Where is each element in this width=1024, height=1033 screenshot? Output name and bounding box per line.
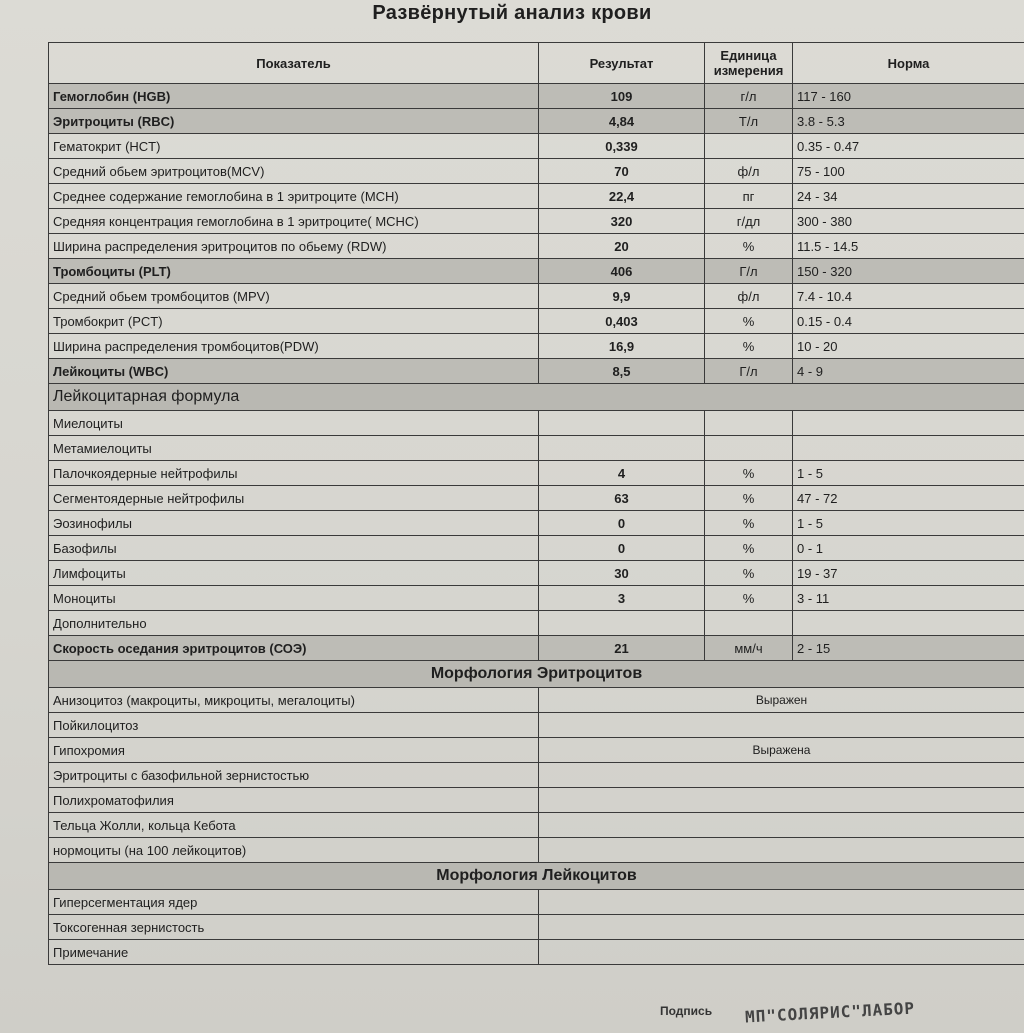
table-header-row: [49, 43, 1024, 84]
result-value: 0: [539, 536, 705, 561]
table-row: [49, 890, 1024, 915]
result-value: 20: [539, 234, 705, 259]
unit-value: [705, 436, 793, 461]
indicator-name: Миелоциты: [49, 411, 539, 436]
rbc-morph-body: [49, 688, 1024, 863]
indicator-name: Метамиелоциты: [49, 436, 539, 461]
result-value: 4: [539, 461, 705, 486]
norm-value: 300 - 380: [793, 209, 1024, 234]
table-row: [49, 536, 1024, 561]
table-row: [49, 713, 1024, 738]
table-row: [49, 461, 1024, 486]
unit-value: [705, 134, 793, 159]
morphology-value: Выражен: [539, 688, 1024, 713]
indicator-name: Лейкоциты (WBC): [49, 359, 539, 384]
wbc-morph-body: [49, 890, 1024, 965]
norm-value: 0.15 - 0.4: [793, 309, 1024, 334]
wbc-morph-title: Морфология Лейкоцитов: [49, 863, 1024, 890]
norm-value: 2 - 15: [793, 636, 1024, 661]
leuko-formula-section: [49, 384, 1024, 411]
main-results-body: [49, 84, 1024, 384]
table-row: [49, 486, 1024, 511]
result-value: 21: [539, 636, 705, 661]
result-value: 0: [539, 511, 705, 536]
indicator-name: Среднее содержание гемоглобина в 1 эритроците (MCH): [49, 184, 539, 209]
morphology-name: нормоциты (на 100 лейкоцитов): [49, 838, 539, 863]
table-row: [49, 915, 1024, 940]
table-row: [49, 159, 1024, 184]
norm-value: 4 - 9: [793, 359, 1024, 384]
norm-value: 1 - 5: [793, 461, 1024, 486]
norm-value: [793, 411, 1024, 436]
morphology-value: [539, 915, 1024, 940]
table-row: [49, 586, 1024, 611]
norm-value: 7.4 - 10.4: [793, 284, 1024, 309]
indicator-name: Тромбоциты (PLT): [49, 259, 539, 284]
morphology-name: Примечание: [49, 940, 539, 965]
table-row: [49, 436, 1024, 461]
morphology-name: Эритроциты с базофильной зернистостью: [49, 763, 539, 788]
unit-value: %: [705, 234, 793, 259]
table-row: [49, 688, 1024, 713]
result-value: 109: [539, 84, 705, 109]
unit-value: %: [705, 461, 793, 486]
indicator-name: Лимфоциты: [49, 561, 539, 586]
unit-value: пг: [705, 184, 793, 209]
table-row: [49, 309, 1024, 334]
unit-value: мм/ч: [705, 636, 793, 661]
result-value: 63: [539, 486, 705, 511]
morphology-value: [539, 813, 1024, 838]
morphology-name: Гиперсегментация ядер: [49, 890, 539, 915]
unit-value: [705, 411, 793, 436]
indicator-name: Ширина распределения эритроцитов по обьему (RDW): [49, 234, 539, 259]
table-row: [49, 940, 1024, 965]
norm-value: 117 - 160: [793, 84, 1024, 109]
morphology-value: [539, 940, 1024, 965]
section-header-row: [49, 384, 1024, 411]
unit-value: %: [705, 486, 793, 511]
table-row: [49, 184, 1024, 209]
indicator-name: Ширина распределения тромбоцитов(PDW): [49, 334, 539, 359]
table-row: [49, 334, 1024, 359]
table-row: [49, 109, 1024, 134]
unit-value: %: [705, 309, 793, 334]
morphology-value: [539, 713, 1024, 738]
indicator-name: Тромбокрит (PCT): [49, 309, 539, 334]
table-row: [49, 359, 1024, 384]
table-row: [49, 763, 1024, 788]
result-value: [539, 611, 705, 636]
result-value: 8,5: [539, 359, 705, 384]
morphology-name: Токсогенная зернистость: [49, 915, 539, 940]
signature-label: Подпись: [660, 1004, 713, 1018]
result-value: 9,9: [539, 284, 705, 309]
morphology-value: [539, 763, 1024, 788]
norm-value: 0.35 - 0.47: [793, 134, 1024, 159]
document-title: Развёрнутый анализ крови: [372, 2, 652, 24]
rbc-morph-title: Морфология Эритроцитов: [49, 661, 1024, 688]
indicator-name: Средняя концентрация гемоглобина в 1 эритроците( MCHC): [49, 209, 539, 234]
norm-value: 0 - 1: [793, 536, 1024, 561]
result-value: 30: [539, 561, 705, 586]
morphology-name: Гипохромия: [49, 738, 539, 763]
unit-value: Г/л: [705, 359, 793, 384]
unit-value: %: [705, 536, 793, 561]
lab-stamp: МП"СОЛЯРИС"ЛАБОР: [744, 998, 916, 1027]
indicator-name: Палочкоядерные нейтрофилы: [49, 461, 539, 486]
header-result: Результат: [539, 43, 705, 84]
norm-value: 75 - 100: [793, 159, 1024, 184]
morphology-name: Тельца Жолли, кольца Кебота: [49, 813, 539, 838]
norm-value: 150 - 320: [793, 259, 1024, 284]
table-row: [49, 511, 1024, 536]
indicator-name: Эритроциты (RBC): [49, 109, 539, 134]
morphology-name: Полихроматофилия: [49, 788, 539, 813]
table-row: [49, 411, 1024, 436]
unit-value: ф/л: [705, 284, 793, 309]
result-value: [539, 411, 705, 436]
norm-value: [793, 611, 1024, 636]
table-row: [49, 838, 1024, 863]
result-value: 70: [539, 159, 705, 184]
unit-value: [705, 611, 793, 636]
result-value: 0,339: [539, 134, 705, 159]
indicator-name: Скорость оседания эритроцитов (СОЭ): [49, 636, 539, 661]
unit-value: г/л: [705, 84, 793, 109]
table-row: [49, 284, 1024, 309]
unit-value: г/дл: [705, 209, 793, 234]
morphology-value: [539, 890, 1024, 915]
table-row: [49, 788, 1024, 813]
norm-value: 19 - 37: [793, 561, 1024, 586]
header-unit-line2: измерения: [713, 63, 784, 78]
unit-value: Г/л: [705, 259, 793, 284]
table-row: [49, 813, 1024, 838]
norm-value: 10 - 20: [793, 334, 1024, 359]
result-value: 22,4: [539, 184, 705, 209]
header-unit: [705, 43, 793, 84]
indicator-name: Средний обьем эритроцитов(MCV): [49, 159, 539, 184]
table-row: [49, 738, 1024, 763]
norm-value: 11.5 - 14.5: [793, 234, 1024, 259]
header-unit-line1: Единица: [720, 48, 777, 63]
result-value: 16,9: [539, 334, 705, 359]
result-value: 406: [539, 259, 705, 284]
norm-value: 47 - 72: [793, 486, 1024, 511]
indicator-name: Эозинофилы: [49, 511, 539, 536]
indicator-name: Сегментоядерные нейтрофилы: [49, 486, 539, 511]
section-header-row: [49, 661, 1024, 688]
indicator-name: Гематокрит (HCT): [49, 134, 539, 159]
table-row: [49, 636, 1024, 661]
table-row: [49, 209, 1024, 234]
norm-value: 3 - 11: [793, 586, 1024, 611]
norm-value: 3.8 - 5.3: [793, 109, 1024, 134]
header-norm: Норма: [793, 43, 1024, 84]
unit-value: %: [705, 511, 793, 536]
indicator-name: Дополнительно: [49, 611, 539, 636]
result-value: [539, 436, 705, 461]
rbc-morph-section: [49, 661, 1024, 688]
leuko-results-body: [49, 411, 1024, 661]
morphology-name: Анизоцитоз (макроциты, микроциты, мегалоциты): [49, 688, 539, 713]
table-row: [49, 611, 1024, 636]
result-value: 0,403: [539, 309, 705, 334]
table-row: [49, 259, 1024, 284]
norm-value: [793, 436, 1024, 461]
indicator-name: Моноциты: [49, 586, 539, 611]
indicator-name: Гемоглобин (HGB): [49, 84, 539, 109]
indicator-name: Базофилы: [49, 536, 539, 561]
morphology-value: [539, 788, 1024, 813]
unit-value: Т/л: [705, 109, 793, 134]
morphology-value: Выражена: [539, 738, 1024, 763]
result-value: 4,84: [539, 109, 705, 134]
result-value: 3: [539, 586, 705, 611]
table-row: [49, 84, 1024, 109]
table-row: [49, 561, 1024, 586]
result-value: 320: [539, 209, 705, 234]
section-header-row: [49, 863, 1024, 890]
morphology-name: Пойкилоцитоз: [49, 713, 539, 738]
unit-value: %: [705, 561, 793, 586]
norm-value: 24 - 34: [793, 184, 1024, 209]
unit-value: ф/л: [705, 159, 793, 184]
morphology-value: [539, 838, 1024, 863]
unit-value: %: [705, 334, 793, 359]
norm-value: 1 - 5: [793, 511, 1024, 536]
wbc-morph-section: [49, 863, 1024, 890]
table-row: [49, 234, 1024, 259]
table-row: [49, 134, 1024, 159]
indicator-name: Средний обьем тромбоцитов (MPV): [49, 284, 539, 309]
header-indicator: Показатель: [49, 43, 539, 84]
unit-value: %: [705, 586, 793, 611]
leuko-formula-title: Лейкоцитарная формула: [49, 384, 1024, 411]
blood-test-table: [48, 42, 1024, 965]
